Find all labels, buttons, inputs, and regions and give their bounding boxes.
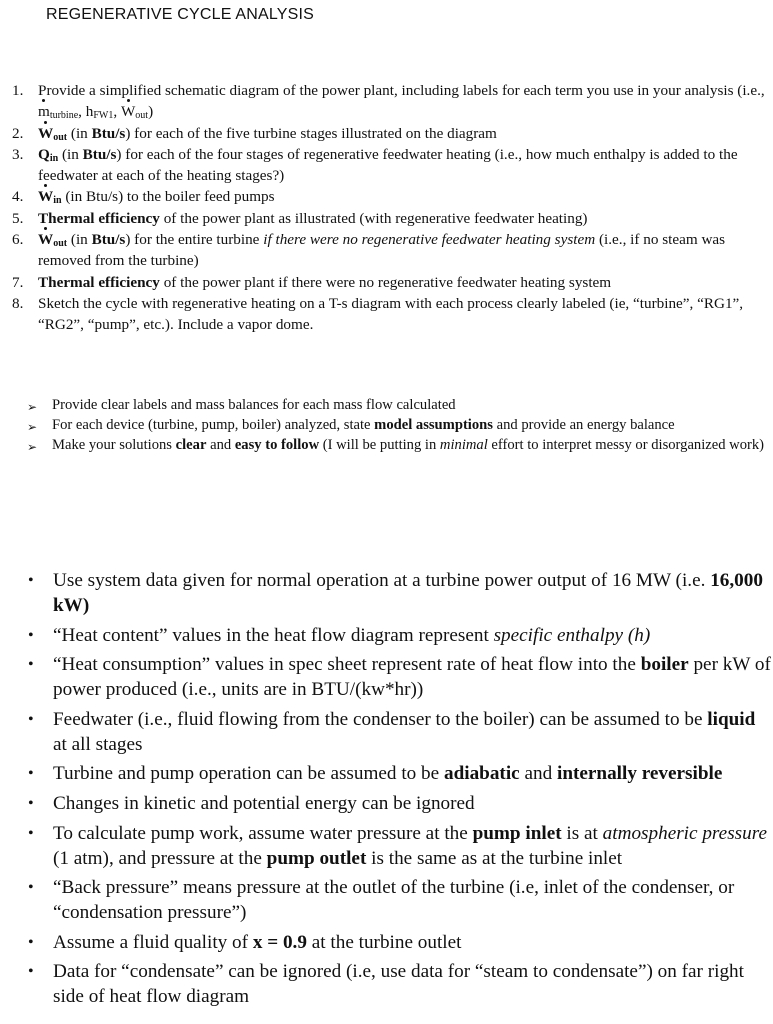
arrowhead-bullet-icon: ➢	[27, 420, 38, 434]
w-dot-symbol: W	[38, 186, 53, 207]
list-item: ➢ For each device (turbine, pump, boiler) analyzed, state model assumptions and provide an energy balance	[0, 415, 773, 435]
list-item: ➢ Provide clear labels and mass balances for each mass flow calculated	[0, 395, 773, 415]
bullet-icon: •	[28, 933, 34, 951]
list-item: • To calculate pump work, assume water pressure at the pump inlet is at atmospheric pressure (1 atm), and pressure at the pump outlet is the same as at the turbine inlet	[28, 822, 767, 869]
bullet-icon: •	[28, 879, 34, 897]
question-list	[0, 80, 773, 336]
bullet-icon: •	[28, 824, 34, 842]
page-title: REGENERATIVE CYCLE ANALYSIS	[46, 6, 315, 23]
list-item: • “Heat consumption” values in spec sheet represent rate of heat flow into the boiler per kW of power produced (i.e., units are in BTU/(kw*hr))	[28, 654, 771, 701]
list-item: 7. Thermal efficiency of the power plant if there were no regenerative feedwater heating system	[12, 273, 612, 291]
bullet-icon: •	[28, 963, 34, 981]
list-item: • “Heat content” values in the heat flow diagram represent specific enthalpy (h)	[28, 624, 651, 646]
arrowhead-bullet-icon: ➢	[27, 400, 38, 414]
list-item: 3. $Q_{in}$ (in Btu/s) for each of the four stages of regenerative feedwater heating (i.e., how much enthalpy is added to the feedwater at each of the heating stages?)	[12, 145, 738, 185]
bullet-icon: •	[28, 794, 34, 812]
w-dot-symbol: W	[38, 123, 53, 144]
bullet-icon: •	[28, 710, 34, 728]
list-item: • Feedwater (i.e., fluid flowing from the condenser to the boiler) can be assumed to be liquid at all stages	[28, 708, 756, 755]
bullet-icon: •	[28, 765, 34, 783]
notes-list	[0, 568, 773, 1014]
bullet-icon: •	[28, 626, 34, 644]
list-item: • Use system data given for normal operation at a turbine power output of 16 MW (i.e. 16,000 kW)	[28, 570, 763, 616]
list-item: 6. $W_{out}$ (in Btu/s) for the entire turbine if there were no regenerative feedwater heating system (i.e., if no steam was removed from the turbine)	[12, 231, 726, 270]
list-item: • Changes in kinetic and potential energy can be ignored	[28, 792, 475, 814]
list-item: 1. Provide a simplified schematic diagram of the power plant, including labels for each term you use in your analysis (i.e., $m_{turbine}$, $h_{FW1}$, $W_{out}$)	[12, 82, 765, 122]
list-item: 8. Sketch the cycle with regenerative heating on a T-s diagram with each process clearly labeled (ie, “turbine”, “RG1”, “RG2”, “pump”, etc.). Include a vapor dome.	[12, 294, 744, 334]
bullet-icon: •	[28, 656, 34, 674]
list-item: • Assume a fluid quality of x = 0.9 at the turbine outlet	[28, 931, 462, 953]
arrowhead-bullet-icon: ➢	[27, 440, 38, 454]
list-item: 2. $W_{out}$ (in Btu/s) for each of the five turbine stages illustrated on the diagram	[12, 124, 497, 143]
w-dot-symbol: W	[38, 229, 53, 250]
w-dot-symbol: W	[121, 101, 135, 122]
list-item: • Turbine and pump operation can be assumed to be adiabatic and internally reversible	[28, 763, 723, 785]
bullet-icon: •	[28, 572, 34, 589]
list-item: ➢ Make your solutions clear and easy to follow (I will be putting in minimal effort to interpret messy or disorganized work)	[0, 435, 773, 455]
list-item: 4. $W_{in}$ (in Btu/s) to the boiler feed pumps	[12, 188, 275, 207]
list-item: 5. Thermal efficiency of the power plant as illustrated (with regenerative feedwater heating)	[12, 209, 588, 227]
list-item: • Data for “condensate” can be ignored (i.e, use data for “steam to condensate”) on far right side of heat flow diagram	[28, 961, 744, 1008]
list-item: • “Back pressure” means pressure at the outlet of the turbine (i.e, inlet of the condenser, or “condensation pressure”)	[28, 877, 735, 924]
m-dot-symbol: m	[38, 101, 50, 122]
guideline-list	[0, 395, 773, 455]
